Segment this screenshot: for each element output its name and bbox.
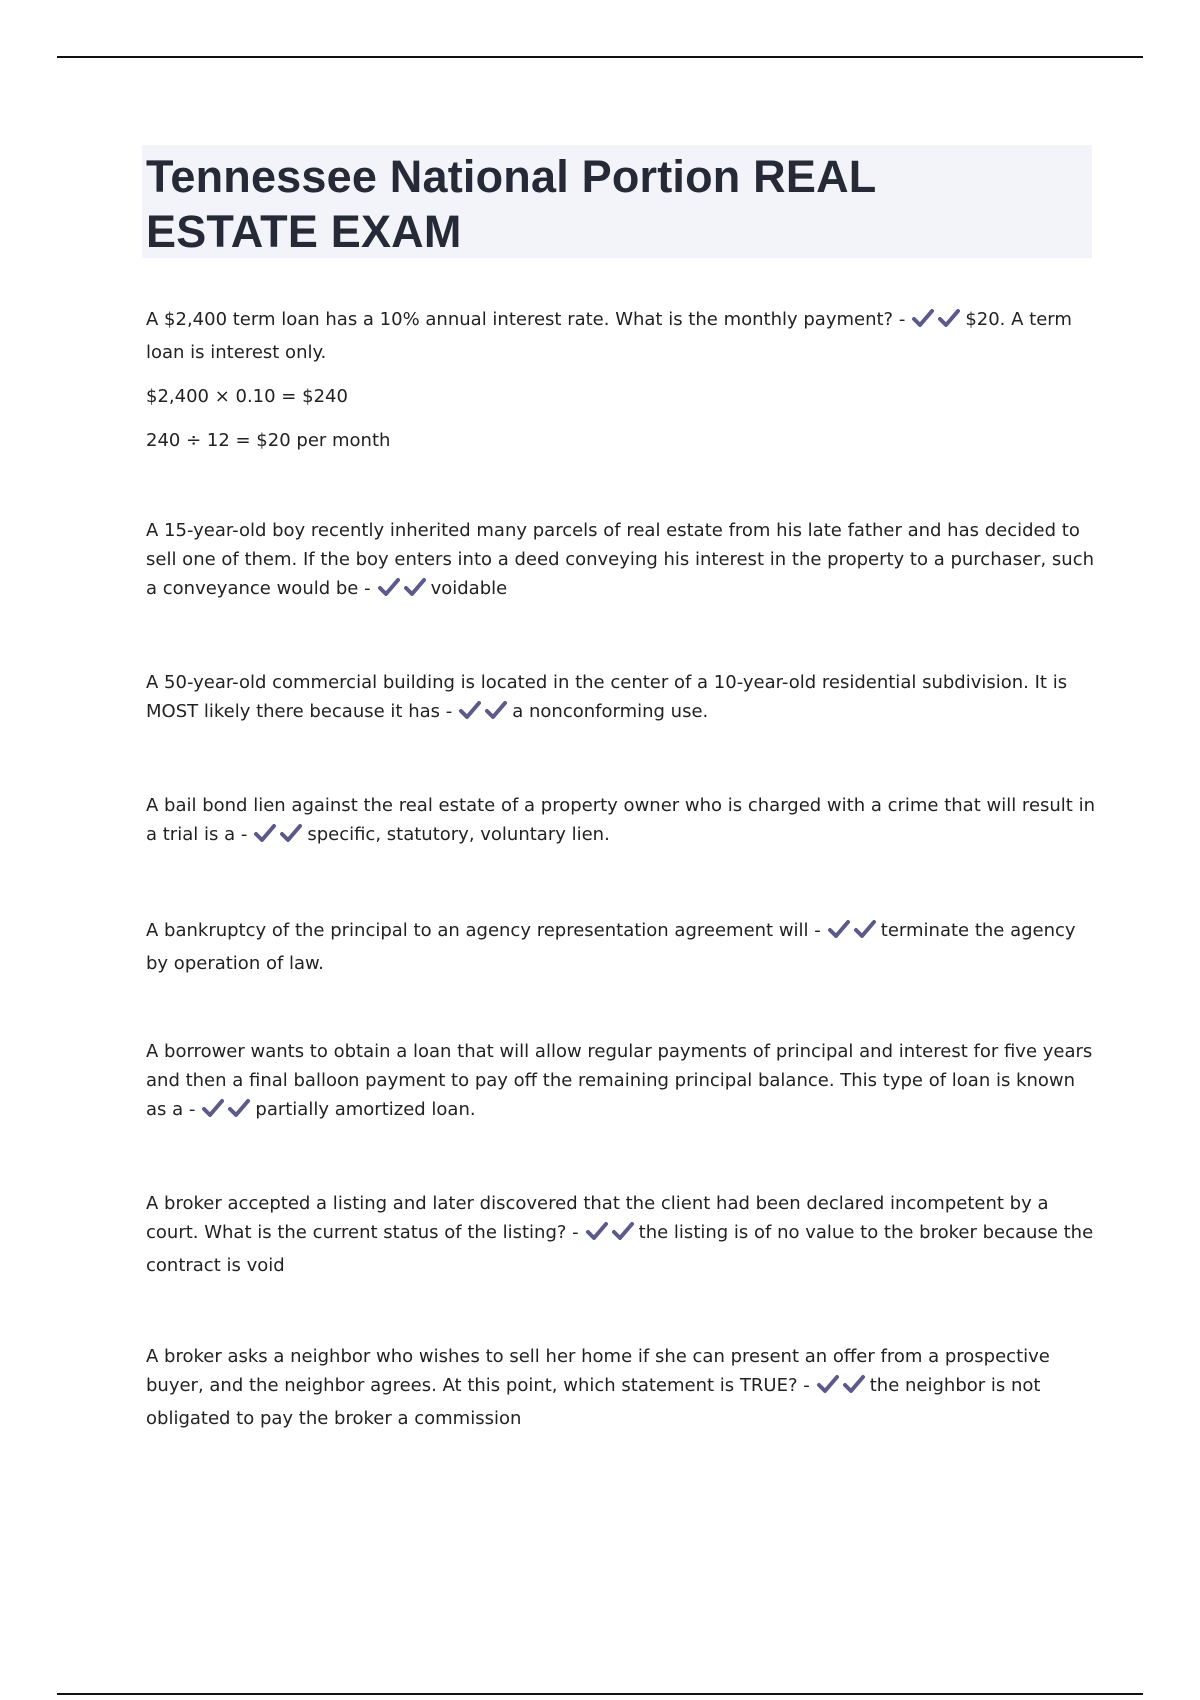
qa-item (146, 791, 1096, 853)
question-text: A broker accepted a listing and later discovered that the client had been declared incompetent by a court. What is the current status of the listing? - (146, 1193, 1049, 1243)
answer-text: terminate the agency by operation of law. (146, 920, 1076, 974)
double-check-icon (458, 699, 510, 730)
double-check-icon (253, 822, 305, 853)
double-check-icon (585, 1220, 637, 1251)
qa-text (146, 791, 1096, 853)
answer-text: partially amortized loan. (255, 1099, 476, 1120)
qa-text (146, 516, 1096, 607)
double-check-icon (816, 1373, 868, 1404)
qa-item (146, 1037, 1096, 1128)
qa-text (146, 1037, 1096, 1128)
page-title: Tennessee National Portion REAL ESTATE EXAM (146, 151, 876, 257)
question-text: A $2,400 term loan has a 10% annual interest rate. What is the monthly payment? - (146, 309, 906, 330)
qa-text (146, 916, 1096, 978)
answer-text: $20. A term loan is interest only. (146, 309, 1072, 363)
question-text: A borrower wants to obtain a loan that will allow regular payments of principal and interest for five years and then a final balloon payment to pay off the remaining principal balance. This type of loan is known as a - (146, 1041, 1093, 1120)
double-check-icon (827, 918, 879, 949)
answer-text: the neighbor is not obligated to pay the broker a commission (146, 1375, 1041, 1429)
double-check-icon (201, 1097, 253, 1128)
qa-item (146, 305, 1096, 455)
qa-text (146, 668, 1096, 730)
question-text: A 15-year-old boy recently inherited many parcels of real estate from his late father and has decided to sell one of them. If the boy enters into a deed conveying his interest in the property to a purchaser, such a conveyance would be - (146, 520, 1095, 599)
answer-text: the listing is of no value to the broker because the contract is void (146, 1222, 1094, 1276)
answer-text: specific, statutory, voluntary lien. (307, 824, 610, 845)
question-text: A 50-year-old commercial building is located in the center of a 10-year-old residential subdivision. It is MOST likely there because it has - (146, 672, 1068, 722)
qa-item (146, 668, 1096, 730)
qa-item (146, 516, 1096, 607)
top-rule (57, 56, 1143, 58)
bottom-rule (57, 1693, 1143, 1695)
qa-text (146, 1189, 1096, 1280)
qa-item (146, 1342, 1096, 1433)
answer-text: a nonconforming use. (512, 701, 709, 722)
qa-text (146, 305, 1096, 367)
question-text: A bankruptcy of the principal to an agency representation agreement will - (146, 920, 821, 941)
question-text: A bail bond lien against the real estate of a property owner who is charged with a crime that will result in a trial is a - (146, 795, 1095, 845)
qa-text (146, 1342, 1096, 1433)
calculation-line: $2,400 × 0.10 = $240 (146, 386, 348, 407)
qa-item (146, 1189, 1096, 1280)
double-check-icon (377, 576, 429, 607)
calculation-line: 240 ÷ 12 = $20 per month (146, 430, 391, 451)
double-check-icon (911, 307, 963, 338)
qa-item (146, 916, 1096, 978)
question-text: A broker asks a neighbor who wishes to sell her home if she can present an offer from a prospective buyer, and the neighbor agrees. At this point, which statement is TRUE? - (146, 1346, 1050, 1396)
answer-text: voidable (430, 578, 508, 599)
